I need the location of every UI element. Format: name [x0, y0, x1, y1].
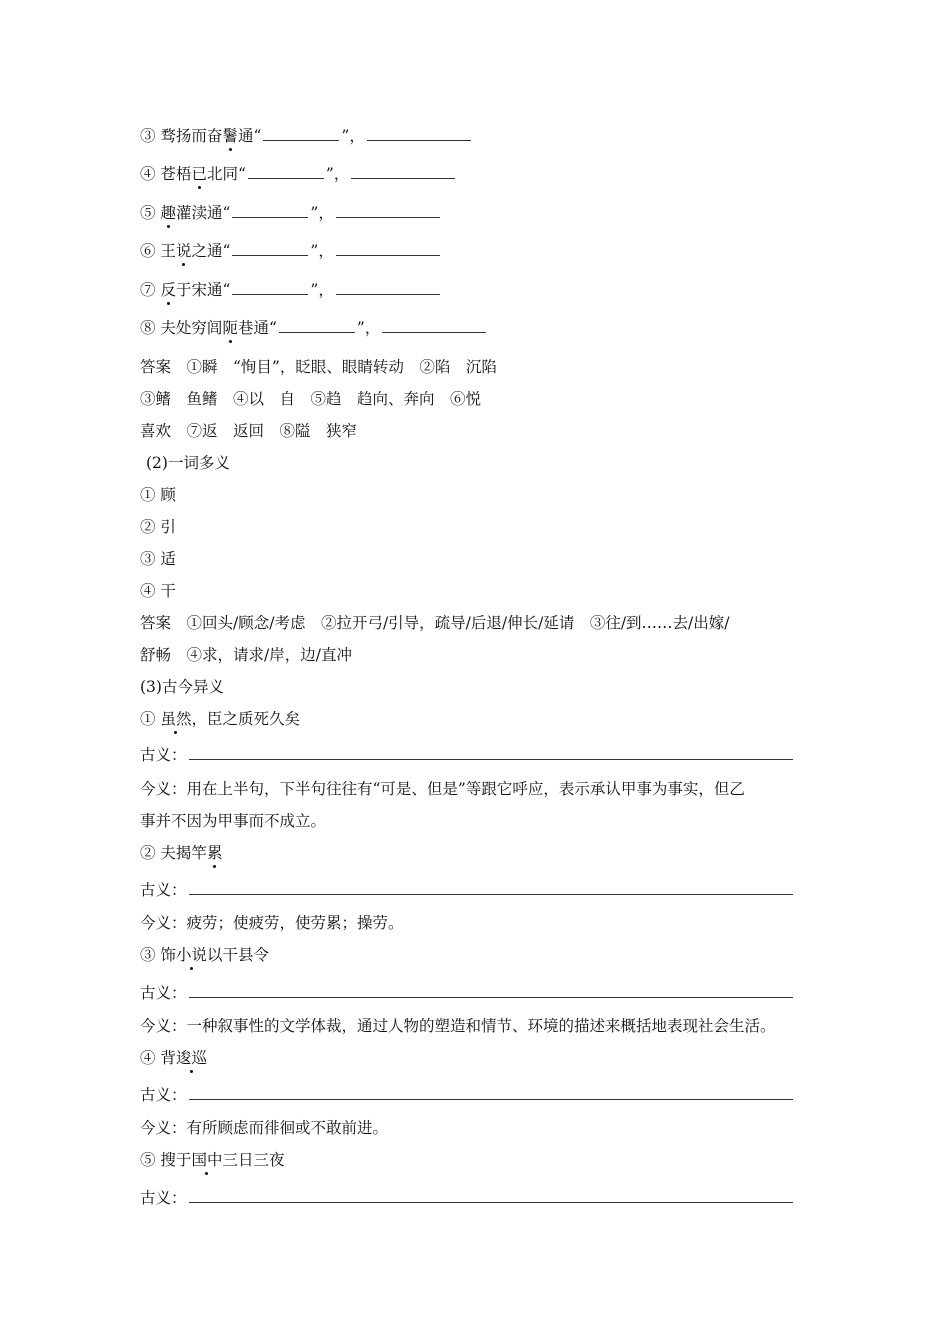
- list-item: ② 夫揭竿累: [140, 844, 223, 862]
- gu-yi-row: 古义：: [140, 880, 793, 900]
- answer-line: ③鳍 鱼鳍 ④以 自 ⑤趋 趋向、奔向 ⑥悦: [140, 390, 482, 408]
- tongjia-item-3: ③ 骛扬而奋鬐通“ ”，: [140, 126, 471, 146]
- answer-blank[interactable]: [189, 1085, 793, 1100]
- emphasis-char: 说: [175, 242, 192, 260]
- jin-yi-line: 今义：用在上半句，下半句往往有“可是、但是”等跟它呼应，表示承认甲事为事实，但乙: [140, 780, 745, 798]
- tongjia-item-8: ⑧ 夫处穷闾阨巷通“ ”，: [140, 318, 486, 338]
- tongjia-item-5: ⑤ 趣灌渎通“ ”，: [140, 203, 440, 223]
- tongjia-item-7: ⑦ 反于宋通“ ”，: [140, 280, 440, 300]
- answer-line: 答案 ①瞬 “恂目”，眨眼、眼睛转动 ②陷 沉陷: [140, 358, 497, 376]
- list-item: ⑤ 搜于国中三日三夜: [140, 1151, 285, 1169]
- jin-yi-line: 今义：有所顾虑而徘徊或不敢前进。: [140, 1119, 389, 1137]
- jin-yi-line: 今义：一种叙事性的文学体裁，通过人物的塑造和情节、环境的描述来概括地表现社会生活。: [140, 1017, 776, 1035]
- answer-blank[interactable]: [336, 280, 440, 295]
- answer-blank[interactable]: [232, 203, 308, 218]
- tongjia-item-4: ④ 苍梧已北同“ ”，: [140, 164, 455, 184]
- list-item: ① 虽然，臣之质死久矣: [140, 710, 300, 728]
- emphasis-char: 已: [191, 165, 207, 183]
- list-item: ④ 背逡巡: [140, 1049, 207, 1067]
- answer-blank[interactable]: [189, 983, 793, 998]
- emphasis-char: 逡巡: [175, 1049, 207, 1067]
- answer-line: 喜欢 ⑦返 返回 ⑧隘 狭窄: [140, 422, 358, 440]
- emphasis-char: 趣: [160, 204, 176, 222]
- answer-blank[interactable]: [189, 1188, 793, 1203]
- emphasis-char: 鬐: [222, 127, 238, 145]
- emphasis-char: 国中: [191, 1151, 223, 1169]
- answer-blank[interactable]: [248, 164, 324, 179]
- gu-yi-row: 古义：: [140, 1085, 793, 1105]
- section-title: (3)古今异义: [140, 678, 224, 696]
- gu-yi-row: 古义：: [140, 1188, 793, 1208]
- tongjia-item-6: ⑥ 王说之通“ ”，: [140, 241, 440, 261]
- answer-blank[interactable]: [382, 318, 486, 333]
- answer-blank[interactable]: [279, 318, 355, 333]
- gu-yi-row: 古义：: [140, 983, 793, 1003]
- emphasis-char: 阨: [222, 319, 238, 337]
- emphasis-char: 虽然: [160, 710, 192, 728]
- list-item: ① 顾: [140, 486, 176, 504]
- answer-blank[interactable]: [189, 745, 793, 760]
- jin-yi-line: 今义：疲劳；使疲劳，使劳累；操劳。: [140, 914, 404, 932]
- answer-blank[interactable]: [232, 241, 308, 256]
- list-item: ③ 饰小说以干县令: [140, 946, 269, 964]
- answer-blank[interactable]: [351, 164, 455, 179]
- answer-blank[interactable]: [189, 880, 793, 895]
- list-item: ④ 干: [140, 582, 176, 600]
- emphasis-char: 小说: [175, 946, 207, 964]
- emphasis-char: 累: [206, 844, 223, 862]
- jin-yi-line: 事并不因为甲事而不成立。: [140, 812, 327, 830]
- answer-blank[interactable]: [336, 203, 440, 218]
- answer-blank[interactable]: [367, 126, 471, 141]
- gu-yi-row: 古义：: [140, 745, 793, 765]
- answer-line: 答案 ①回头/顾念/考虑 ②拉开弓/引导，疏导/后退/伸长/延请 ③往/到……去/出嫁/: [140, 614, 730, 632]
- list-item: ③ 适: [140, 550, 176, 568]
- answer-blank[interactable]: [336, 241, 440, 256]
- list-item: ② 引: [140, 518, 176, 536]
- section-title: (2)一词多义: [146, 454, 230, 472]
- answer-line: 舒畅 ④求，请求/岸，边/直冲: [140, 646, 352, 664]
- answer-blank[interactable]: [263, 126, 339, 141]
- emphasis-char: 反: [160, 281, 176, 299]
- answer-blank[interactable]: [232, 280, 308, 295]
